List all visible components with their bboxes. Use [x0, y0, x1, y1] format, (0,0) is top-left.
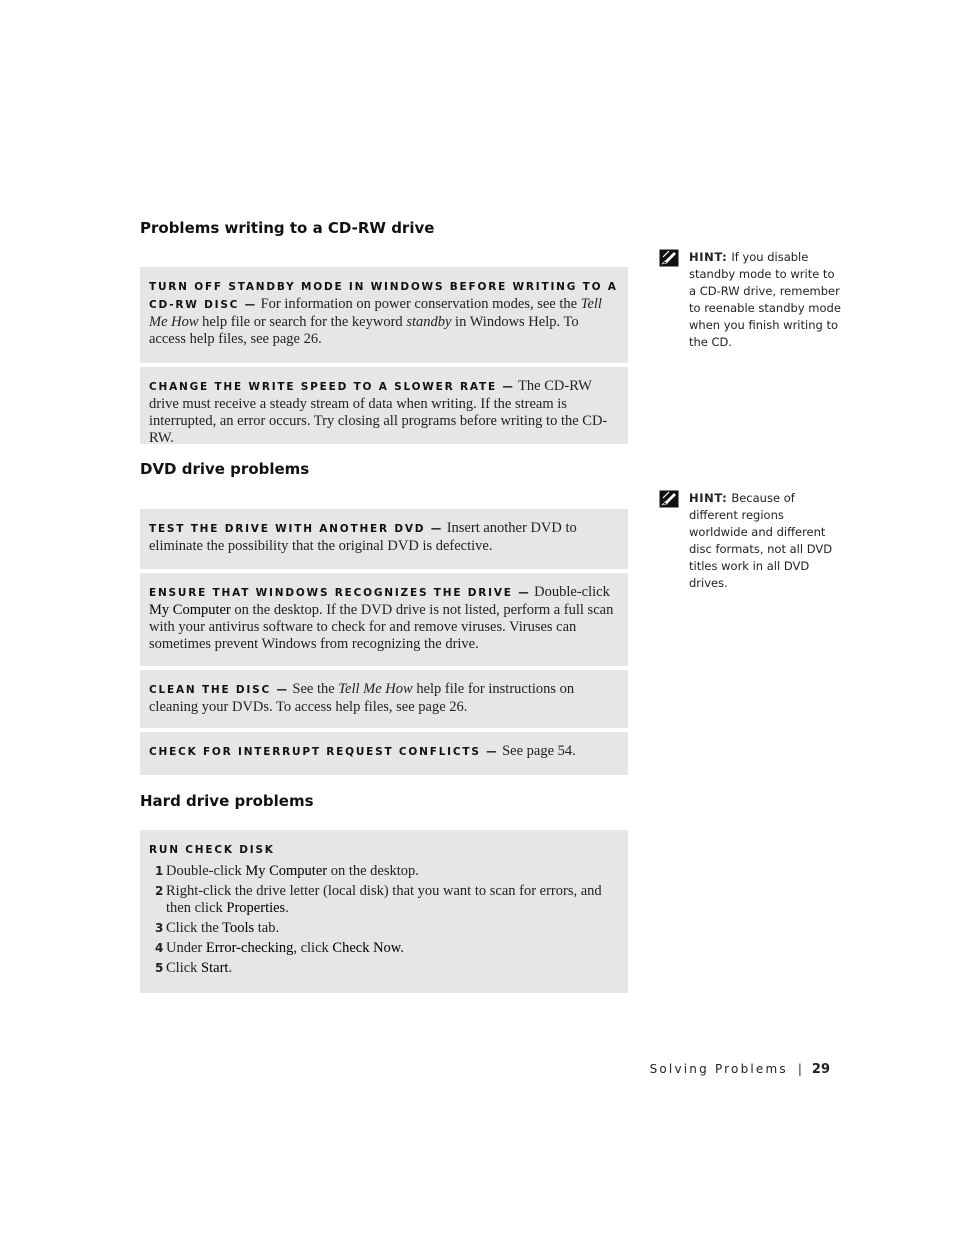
steps-list	[149, 863, 618, 977]
note-pencil-icon	[659, 490, 679, 508]
hint-text	[689, 249, 844, 351]
tip-box-clean-disc	[140, 670, 628, 728]
ui-term: Check Now	[332, 940, 401, 956]
ui-term: My Computer	[149, 602, 231, 618]
step-item	[149, 883, 618, 917]
tip-lead: RUN CHECK DISK	[149, 844, 275, 856]
page-footer	[650, 1062, 830, 1077]
page-number: 29	[811, 1062, 830, 1077]
tip-body: in Windows Help. To access help files, see page 26.	[149, 314, 579, 347]
footer-separator: |	[797, 1062, 802, 1076]
step-text: tab.	[254, 920, 280, 936]
tip-body: See the	[292, 681, 339, 697]
tip-lead: ENSURE THAT WINDOWS RECOGNIZES THE DRIVE —	[149, 587, 531, 599]
step-text: .	[228, 960, 233, 976]
hint-label: HINT:	[689, 491, 728, 505]
tip-box-check-disk	[140, 830, 628, 993]
step-item	[149, 940, 618, 957]
tip-body: See page 54.	[502, 743, 576, 759]
step-item	[149, 863, 618, 880]
step-text: Right-click the drive letter (local disk) that you want to scan for errors, and then click	[166, 883, 602, 916]
hint-text	[689, 490, 844, 592]
tip-box-irq	[140, 732, 628, 775]
help-file-name: Tell Me How	[338, 681, 413, 697]
tip-text	[149, 278, 618, 348]
tip-box-test-dvd	[140, 509, 628, 569]
tip-body: help file for instructions on cleaning your DVDs. To access help files, see page 26.	[149, 681, 575, 715]
hint-label: HINT:	[689, 250, 728, 264]
step-number: 4	[155, 941, 164, 955]
step-number: 2	[155, 884, 164, 898]
step-item	[149, 920, 618, 937]
step-text: Click	[166, 960, 202, 976]
keyword: standby	[406, 314, 452, 330]
step-text: on the desktop.	[327, 863, 419, 879]
tip-body: help file or search for the keyword	[198, 314, 407, 330]
tip-text	[149, 520, 618, 555]
step-text: Click the	[166, 920, 223, 936]
tip-box-recognize-drive	[140, 573, 628, 666]
step-text: .	[285, 900, 289, 916]
ui-term: Start	[201, 960, 229, 976]
tip-body: The CD-RW drive must receive a steady stream of data when writing. If the stream is interrupted, an error occurs. Try closing all programs before writing to the CD-RW.	[149, 378, 608, 446]
step-item	[149, 960, 618, 977]
help-file-name: Tell Me How	[149, 296, 602, 330]
hint-body: Because of different regions worldwide and different disc formats, not all DVD titles work in all DVD drives.	[689, 491, 833, 590]
step-text: , click	[293, 940, 333, 956]
step-number: 3	[155, 921, 164, 935]
footer-section-title: Solving Problems	[649, 1062, 788, 1076]
hint-body: If you disable standby mode to write to a CD-RW drive, remember to reenable standby mode when you finish writing to the CD.	[689, 250, 841, 349]
step-number: 5	[155, 961, 164, 975]
section-heading-hdd: Hard drive problems	[140, 792, 314, 810]
hint-note-standby	[659, 249, 844, 351]
tip-body: Insert another DVD to eliminate the possibility that the original DVD is defective.	[149, 520, 577, 554]
ui-term: My Computer	[245, 863, 328, 879]
tip-lead: CLEAN THE DISC —	[149, 684, 289, 696]
section-heading-dvd: DVD drive problems	[140, 460, 310, 478]
step-text: Under	[166, 940, 206, 956]
step-text: .	[400, 940, 404, 956]
tip-text	[149, 681, 618, 716]
hint-note-dvd-regions	[659, 490, 844, 592]
note-pencil-icon	[659, 249, 679, 267]
ui-term: Properties	[226, 900, 286, 916]
tip-lead: CHECK FOR INTERRUPT REQUEST CONFLICTS —	[149, 746, 499, 758]
tip-lead: TEST THE DRIVE WITH ANOTHER DVD —	[149, 523, 444, 535]
tip-text	[149, 743, 618, 761]
tip-body: on the desktop. If the DVD drive is not listed, perform a full scan with your antivirus software to check for and remove viruses. Viruses can sometimes prevent Windows from recognizing the drive.	[149, 602, 614, 652]
tip-lead: CHANGE THE WRITE SPEED TO A SLOWER RATE —	[149, 381, 515, 393]
ui-term: Tools	[222, 920, 255, 936]
tip-body: For information on power conservation modes, see the	[260, 296, 581, 312]
tip-text	[149, 841, 618, 859]
tip-box-write-speed	[140, 367, 628, 444]
tip-body: Double-click	[534, 584, 610, 600]
step-number: 1	[155, 864, 164, 878]
section-heading-cdrw: Problems writing to a CD-RW drive	[140, 219, 435, 237]
tip-text	[149, 378, 618, 447]
step-text: Double-click	[166, 863, 246, 879]
ui-term: Error-checking	[205, 940, 294, 956]
tip-lead: TURN OFF STANDBY MODE IN WINDOWS BEFORE WRITING TO A CD-RW DISC —	[149, 281, 618, 311]
tip-text	[149, 584, 618, 653]
tip-box-standby	[140, 267, 628, 363]
